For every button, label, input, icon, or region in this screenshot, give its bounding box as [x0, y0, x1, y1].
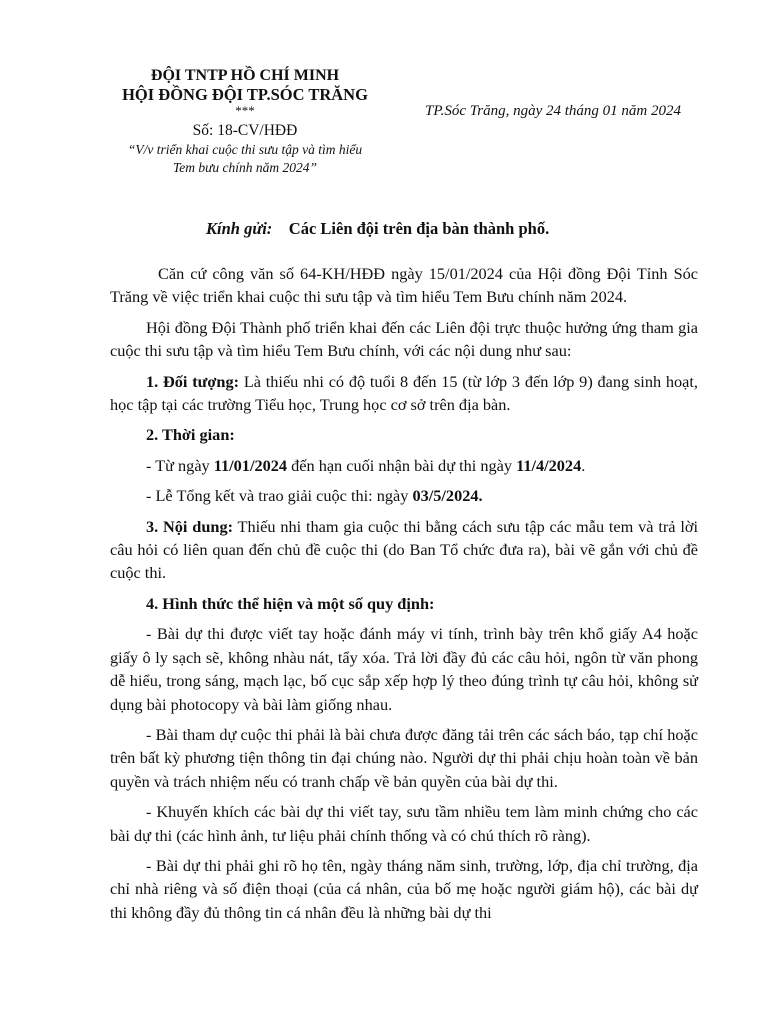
ceremony-date: 03/5/2024. — [412, 486, 483, 506]
subject-line2: Tem bưu chính năm 2024” — [172, 160, 318, 175]
org-name-line1: ĐỘI TNTP HỒ CHÍ MINH — [150, 67, 340, 84]
section-content-text: Thiếu nhi tham gia cuộc thi bằng cách sưu tập các mẫu tem và trả lời câu hỏi có liên quan đến chủ đề cuộc thi (do Ban Tổ chức đưa ra), bài vẽ gắn với chủ đề cuộc thi. — [110, 516, 698, 583]
section-time-item1: - Từ ngày 11/01/2024 đến hạn cuối nhận bài dự thi ngày 11/4/2024. — [146, 455, 586, 475]
document-number: Số: 18-CV/HĐĐ — [192, 122, 298, 139]
org-name-line2: HỘI ĐỒNG ĐỘI TP.SÓC TRĂNG — [122, 85, 368, 104]
recipient-value: Các Liên đội trên địa bàn thành phố. — [288, 219, 550, 238]
place-date: TP.Sóc Trăng, ngày 24 tháng 01 năm 2024 — [425, 103, 681, 119]
section-target — [110, 370, 698, 417]
issuer-block — [90, 66, 400, 176]
deadline-date: 11/4/2024 — [516, 455, 582, 475]
section-time-item2: - Lễ Tổng kết và trao giải cuộc thi: ngày 03/5/2024. — [146, 486, 483, 506]
paragraph-intro: Hội đồng Đội Thành phố triển khai đến các Liên đội trực thuộc hưởng ứng tham gia cuộc thi sưu tập và tìm hiểu Tem Bưu chính, với các nội dung như sau: — [110, 317, 698, 361]
section-format-item1: - Bài dự thi được viết tay hoặc đánh máy vi tính, trình bày trên khổ giấy A4 hoặc giấy ô ly sạch sẽ, không nhàu nát, tẩy xóa. Trả lời đầy đủ các câu hỏi, ngôn từ văn phong dễ hiểu, trong sáng, mạch lạc, bố cục sắp xếp hợp lý theo đúng trình tự câu hỏi, không sử dụng bài photocopy và bài làm giống nhau. — [110, 624, 698, 714]
recipient-line — [206, 218, 706, 240]
section-content-heading: 3. Nội dung: — [146, 516, 234, 536]
section-format-item2: - Bài tham dự cuộc thi phải là bài chưa được đăng tải trên các sách báo, tạp chí hoặc trên bất kỳ phương tiện thông tin đại chúng nào. Người dự thi phải chịu hoàn toàn về bản quyền và trách nhiệm nếu có tranh chấp về bản quyền của bài dự thi. — [110, 724, 698, 791]
section-format-item4: - Bài dự thi phải ghi rõ họ tên, ngày tháng năm sinh, trường, lớp, địa chỉ trường, địa chỉ nhà riêng và số điện thoại (của cá nhân, của bố mẹ hoặc người giám hộ), các bài dự thi không đầy đủ thông tin cá nhân đều là những bài dự thi — [110, 855, 698, 922]
start-date: 11/01/2024 — [213, 455, 288, 475]
document-body — [110, 262, 698, 931]
section-format-item3: - Khuyến khích các bài dự thi viết tay, sưu tầm nhiều tem làm minh chứng cho các bài dự thi (các hình ảnh, tư liệu phải chính thống và có chú thích rõ ràng). — [110, 802, 698, 845]
subject-line1: “V/v triển khai cuộc thi sưu tập và tìm hiểu — [127, 142, 363, 157]
separator-stars: *** — [235, 103, 255, 118]
paragraph-basis: Căn cứ công văn số 64-KH/HĐĐ ngày 15/01/2024 của Hội đồng Đội Tỉnh Sóc Trăng về việc triển khai cuộc thi sưu tập và tìm hiểu Tem Bưu chính năm 2024. — [110, 264, 698, 307]
section-format-heading: 4. Hình thức thể hiện và một số quy định: — [146, 593, 435, 613]
recipient-label: Kính gửi: — [206, 219, 273, 238]
section-target-text: Là thiếu nhi có độ tuổi 8 đến 15 (từ lớp 3 đến lớp 9) đang sinh hoạt, học tập tại các trường Tiểu học, Trung học cơ sở trên địa bàn. — [110, 371, 698, 415]
section-time-heading: 2. Thời gian: — [146, 425, 235, 445]
section-content — [110, 515, 698, 585]
section-target-heading: 1. Đối tượng: — [146, 371, 240, 391]
